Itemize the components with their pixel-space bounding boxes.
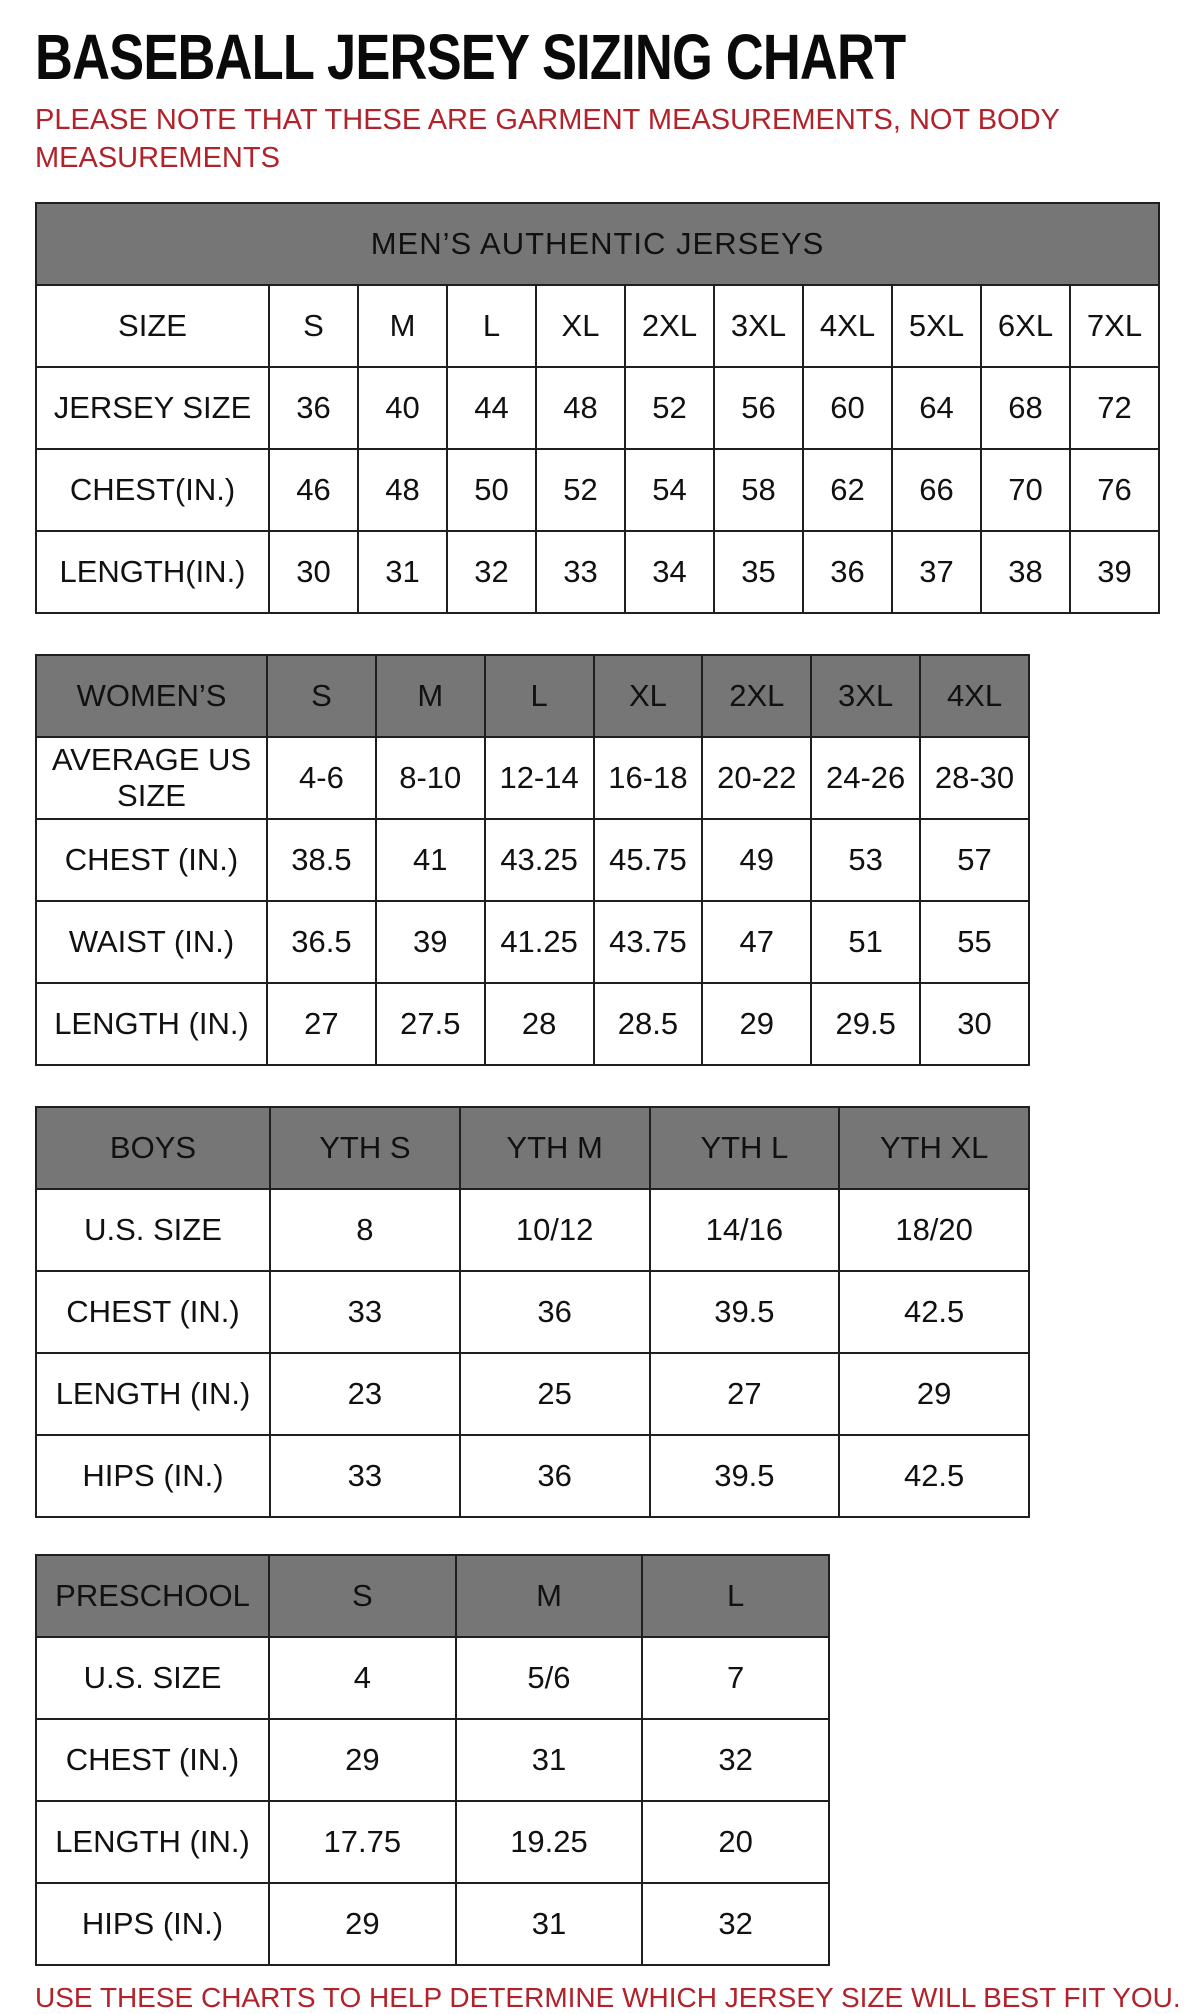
womens-size-value: 55 — [920, 901, 1029, 983]
boys-size-value: 10/12 — [460, 1189, 650, 1271]
boys-column-header: YTH S — [270, 1107, 460, 1189]
womens-table-row — [36, 819, 1029, 901]
mens-size-value: 30 — [269, 531, 358, 613]
preschool-table-row — [36, 1883, 829, 1965]
womens-size-value: 28.5 — [594, 983, 703, 1065]
preschool-row-label: HIPS (IN.) — [36, 1883, 269, 1965]
mens-table-row — [36, 449, 1159, 531]
mens-size-value: 33 — [536, 531, 625, 613]
boys-size-value: 33 — [270, 1435, 460, 1517]
boys-table-row — [36, 1435, 1029, 1517]
womens-size-value: 49 — [702, 819, 811, 901]
womens-size-value: 38.5 — [267, 819, 376, 901]
womens-size-value: 45.75 — [594, 819, 703, 901]
womens-table-row — [36, 983, 1029, 1065]
mens-column-header: S — [269, 285, 358, 367]
mens-size-value: 40 — [358, 367, 447, 449]
womens-size-value: 53 — [811, 819, 920, 901]
mens-column-header: 3XL — [714, 285, 803, 367]
womens-column-header: 3XL — [811, 655, 920, 737]
preschool-header-label: PRESCHOOL — [36, 1555, 269, 1637]
womens-column-header: 2XL — [702, 655, 811, 737]
mens-column-header: 5XL — [892, 285, 981, 367]
womens-size-value: 27 — [267, 983, 376, 1065]
mens-size-value: 44 — [447, 367, 536, 449]
preschool-size-value: 20 — [642, 1801, 829, 1883]
preschool-sizing-table — [35, 1554, 830, 1966]
boys-header-label: BOYS — [36, 1107, 270, 1189]
boys-column-header: YTH XL — [839, 1107, 1029, 1189]
womens-size-value: 28-30 — [920, 737, 1029, 819]
boys-size-value: 39.5 — [650, 1271, 840, 1353]
footer-note: USE THESE CHARTS TO HELP DETERMINE WHICH JERSEY SIZE WILL BEST FIT YOU. — [35, 1981, 1181, 2013]
boys-size-value: 39.5 — [650, 1435, 840, 1517]
preschool-table-row — [36, 1637, 829, 1719]
mens-table-row — [36, 531, 1159, 613]
womens-size-value: 51 — [811, 901, 920, 983]
mens-size-value: 50 — [447, 449, 536, 531]
womens-size-value: 16-18 — [594, 737, 703, 819]
boys-size-value: 29 — [839, 1353, 1029, 1435]
preschool-column-header: L — [642, 1555, 829, 1637]
boys-size-value: 33 — [270, 1271, 460, 1353]
preschool-row-label: CHEST (IN.) — [36, 1719, 269, 1801]
boys-table-row — [36, 1189, 1029, 1271]
mens-size-value: 38 — [981, 531, 1070, 613]
womens-table-row — [36, 901, 1029, 983]
preschool-size-value: 5/6 — [456, 1637, 643, 1719]
boys-row-label: CHEST (IN.) — [36, 1271, 270, 1353]
womens-size-value: 4-6 — [267, 737, 376, 819]
mens-banner: MEN’S AUTHENTIC JERSEYS — [36, 203, 1159, 285]
preschool-column-header: M — [456, 1555, 643, 1637]
page-title: BASEBALL JERSEY SIZING CHART — [35, 21, 906, 93]
preschool-table-row — [36, 1719, 829, 1801]
mens-size-value: 60 — [803, 367, 892, 449]
mens-row-label: CHEST(IN.) — [36, 449, 269, 531]
mens-column-header: L — [447, 285, 536, 367]
preschool-size-value: 31 — [456, 1883, 643, 1965]
mens-size-value: 34 — [625, 531, 714, 613]
boys-column-header: YTH M — [460, 1107, 650, 1189]
womens-size-value: 29 — [702, 983, 811, 1065]
preschool-size-value: 7 — [642, 1637, 829, 1719]
preschool-size-value: 31 — [456, 1719, 643, 1801]
boys-size-value: 27 — [650, 1353, 840, 1435]
boys-size-value: 36 — [460, 1435, 650, 1517]
boys-size-value: 14/16 — [650, 1189, 840, 1271]
preschool-row-label: LENGTH (IN.) — [36, 1801, 269, 1883]
mens-size-value: 64 — [892, 367, 981, 449]
boys-sizing-table — [35, 1106, 1030, 1518]
mens-column-header: 6XL — [981, 285, 1070, 367]
mens-size-value: 36 — [269, 367, 358, 449]
mens-size-value: 76 — [1070, 449, 1159, 531]
mens-size-value: 37 — [892, 531, 981, 613]
mens-row-label: JERSEY SIZE — [36, 367, 269, 449]
boys-size-value: 23 — [270, 1353, 460, 1435]
mens-column-header: 4XL — [803, 285, 892, 367]
mens-column-header: M — [358, 285, 447, 367]
mens-size-value: 52 — [536, 449, 625, 531]
mens-size-value: 39 — [1070, 531, 1159, 613]
mens-size-value: 62 — [803, 449, 892, 531]
mens-size-value: 54 — [625, 449, 714, 531]
mens-row-label: LENGTH(IN.) — [36, 531, 269, 613]
mens-size-value: 66 — [892, 449, 981, 531]
womens-size-value: 57 — [920, 819, 1029, 901]
boys-size-value: 25 — [460, 1353, 650, 1435]
mens-size-value: 52 — [625, 367, 714, 449]
mens-size-value: 72 — [1070, 367, 1159, 449]
womens-row-label: WAIST (IN.) — [36, 901, 267, 983]
preschool-table-row — [36, 1801, 829, 1883]
preschool-row-label: U.S. SIZE — [36, 1637, 269, 1719]
boys-size-value: 36 — [460, 1271, 650, 1353]
womens-table-row — [36, 737, 1029, 819]
preschool-size-value: 19.25 — [456, 1801, 643, 1883]
womens-size-value: 27.5 — [376, 983, 485, 1065]
mens-size-value: 48 — [536, 367, 625, 449]
womens-size-value: 29.5 — [811, 983, 920, 1065]
womens-size-value: 12-14 — [485, 737, 594, 819]
preschool-size-value: 4 — [269, 1637, 456, 1719]
boys-size-value: 8 — [270, 1189, 460, 1271]
boys-column-header: YTH L — [650, 1107, 840, 1189]
womens-size-value: 41.25 — [485, 901, 594, 983]
womens-column-header: XL — [594, 655, 703, 737]
mens-sizing-table — [35, 202, 1160, 614]
womens-size-value: 24-26 — [811, 737, 920, 819]
womens-sizing-table — [35, 654, 1030, 1066]
womens-size-value: 43.75 — [594, 901, 703, 983]
boys-size-value: 18/20 — [839, 1189, 1029, 1271]
womens-row-label: CHEST (IN.) — [36, 819, 267, 901]
boys-size-value: 42.5 — [839, 1435, 1029, 1517]
womens-column-header: S — [267, 655, 376, 737]
boys-size-value: 42.5 — [839, 1271, 1029, 1353]
mens-table-row — [36, 367, 1159, 449]
mens-column-header: 2XL — [625, 285, 714, 367]
mens-size-value: 56 — [714, 367, 803, 449]
mens-header-label: SIZE — [36, 285, 269, 367]
womens-size-value: 28 — [485, 983, 594, 1065]
mens-column-header: XL — [536, 285, 625, 367]
womens-column-header: M — [376, 655, 485, 737]
boys-row-label: U.S. SIZE — [36, 1189, 270, 1271]
sizing-tables-container — [35, 202, 1165, 1966]
preschool-size-value: 32 — [642, 1719, 829, 1801]
womens-size-value: 8-10 — [376, 737, 485, 819]
mens-size-value: 46 — [269, 449, 358, 531]
womens-size-value: 39 — [376, 901, 485, 983]
preschool-size-value: 32 — [642, 1883, 829, 1965]
womens-size-value: 20-22 — [702, 737, 811, 819]
womens-column-header: 4XL — [920, 655, 1029, 737]
mens-size-value: 58 — [714, 449, 803, 531]
preschool-column-header: S — [269, 1555, 456, 1637]
boys-row-label: LENGTH (IN.) — [36, 1353, 270, 1435]
womens-size-value: 43.25 — [485, 819, 594, 901]
womens-column-header: L — [485, 655, 594, 737]
boys-row-label: HIPS (IN.) — [36, 1435, 270, 1517]
womens-header-label: WOMEN’S — [36, 655, 267, 737]
mens-size-value: 35 — [714, 531, 803, 613]
womens-size-value: 36.5 — [267, 901, 376, 983]
womens-row-label: AVERAGE US SIZE — [36, 737, 267, 819]
mens-size-value: 36 — [803, 531, 892, 613]
womens-size-value: 47 — [702, 901, 811, 983]
mens-size-value: 68 — [981, 367, 1070, 449]
preschool-size-value: 29 — [269, 1883, 456, 1965]
mens-column-header: 7XL — [1070, 285, 1159, 367]
mens-size-value: 31 — [358, 531, 447, 613]
boys-table-row — [36, 1353, 1029, 1435]
womens-row-label: LENGTH (IN.) — [36, 983, 267, 1065]
garment-measurements-note: PLEASE NOTE THAT THESE ARE GARMENT MEASUREMENTS, NOT BODY MEASUREMENTS — [35, 104, 1060, 175]
mens-size-value: 70 — [981, 449, 1070, 531]
womens-size-value: 41 — [376, 819, 485, 901]
womens-size-value: 30 — [920, 983, 1029, 1065]
mens-size-value: 48 — [358, 449, 447, 531]
boys-table-row — [36, 1271, 1029, 1353]
preschool-size-value: 17.75 — [269, 1801, 456, 1883]
mens-size-value: 32 — [447, 531, 536, 613]
preschool-size-value: 29 — [269, 1719, 456, 1801]
